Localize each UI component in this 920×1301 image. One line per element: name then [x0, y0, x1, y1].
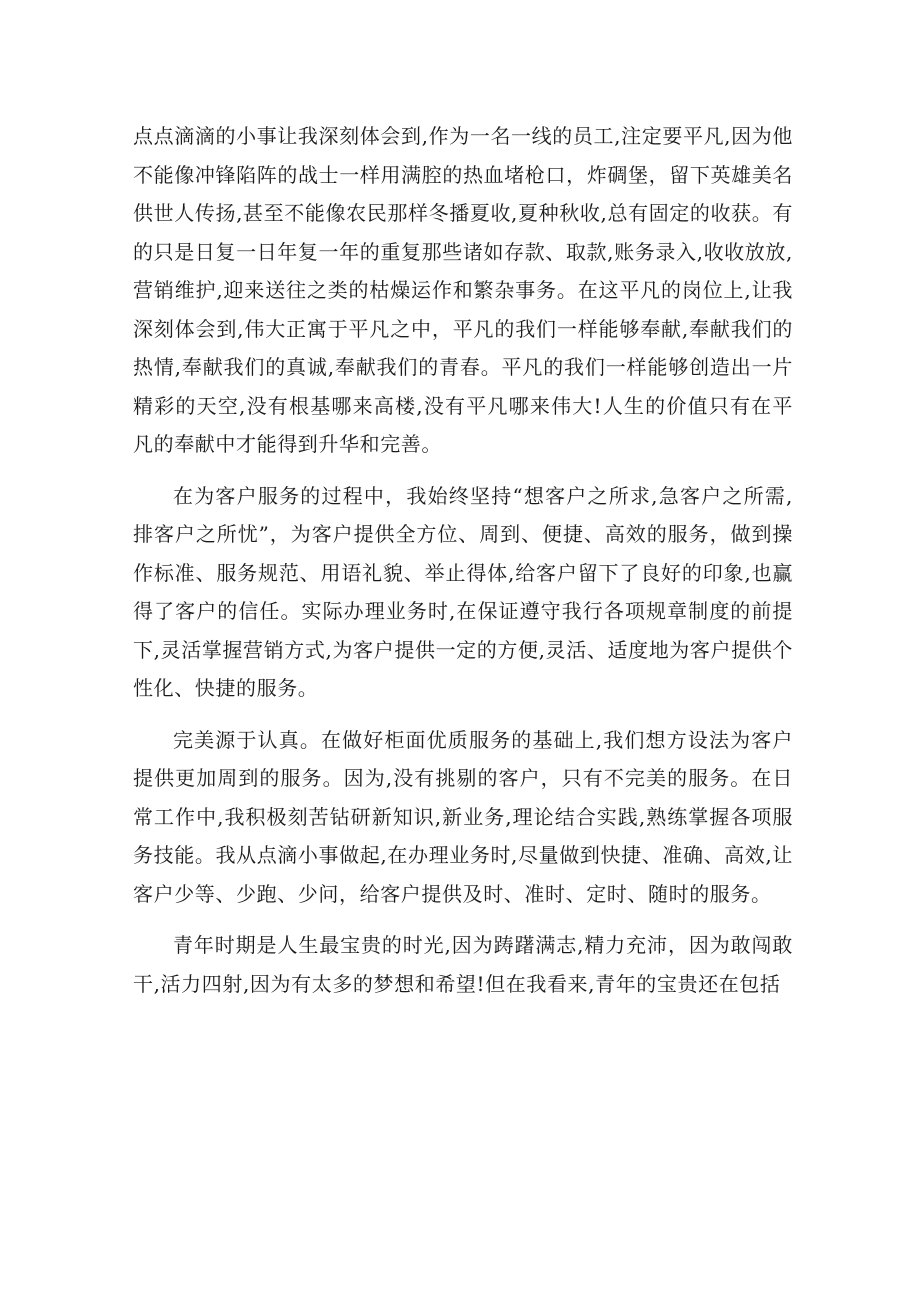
paragraph-2: 在为客户服务的过程中，我始终坚持“想客户之所求,急客户之所需,排客户之所忧”，为客户提供全方位、周到、便捷、高效的服务，做到操作标准、服务规范、用语礼貌、举止得体,给客户留下了良好的印象,也赢得了客户的信任。实际办理业务时,在保证遵守我行各项规章制度的前提下,灵活掌握营销方式,为客户提供一定的方便,灵活、适度地为客户提供个性化、快捷的服务。 — [133, 483, 793, 700]
paragraph-3: 完美源于认真。在做好柜面优质服务的基础上,我们想方设法为客户提供更加周到的服务。因为,没有挑剔的客户，只有不完美的服务。在日常工作中,我积极刻苦钻研新知识,新业务,理论结合实践,熟练掌握各项服务技能。我从点滴小事做起,在办理业务时,尽量做到快捷、准确、高效,让客户少等、少跑、少问，给客户提供及时、准时、定时、随时的服务。 — [133, 727, 793, 906]
paragraph-4: 青年时期是人生最宝贵的时光,因为踌躇满志,精力充沛，因为敢闯敢干,活力四射,因为有太多的梦想和希望!但在我看来,青年的宝贵还在包括 — [133, 933, 793, 996]
paragraph-1: 点点滴滴的小事让我深刻体会到,作为一名一线的员工,注定要平凡,因为他不能像冲锋陷阵的战士一样用满腔的热血堵枪口，炸碉堡，留下英雄美名供世人传扬,甚至不能像农民那样冬播夏收,夏种秋收,总有固定的收获。有的只是日复一日年复一年的重复那些诸如存款、取款,账务录入,收收放放,营销维护,迎来送往之类的枯燥运作和繁杂事务。在这平凡的岗位上,让我深刻体会到,伟大正寓于平凡之中，平凡的我们一样能够奉献,奉献我们的热情,奉献我们的真诚,奉献我们的青春。平凡的我们一样能够创造出一片精彩的天空,没有根基哪来高楼,没有平凡哪来伟大!人生的价值只有在平凡的奉献中才能得到升华和完善。 — [133, 124, 793, 456]
document-body — [133, 117, 793, 1016]
